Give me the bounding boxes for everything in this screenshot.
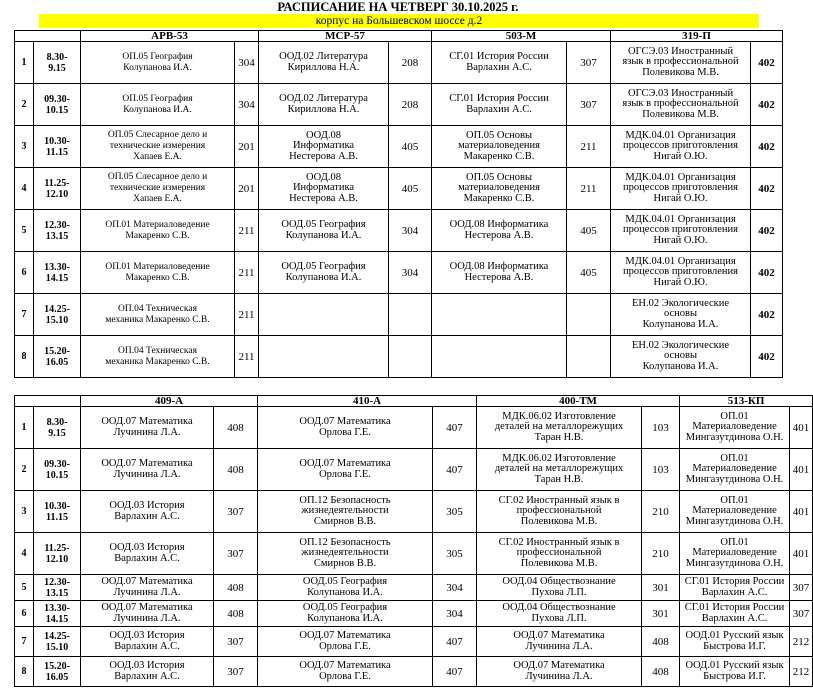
room-cell [567, 294, 611, 336]
subject-text: ОП.05 Слесарное дело и технические измерения Хапаев Е.А. [107, 172, 208, 204]
room-cell: 402 [751, 210, 783, 252]
room-cell: 407 [433, 657, 477, 687]
room-cell: 405 [567, 210, 611, 252]
subject-text: ОП.05 Слесарное дело и технические измерения Хапаев Е.А. [107, 130, 208, 162]
room-cell: 103 [642, 407, 680, 449]
room-cell: 210 [642, 533, 680, 575]
subject-cell [680, 407, 790, 449]
subject-cell [81, 575, 214, 601]
lesson-time [34, 168, 81, 210]
room-cell [389, 294, 432, 336]
subject-text: ОП.01 Материаловедение Мингазутдинова О.Н. [685, 410, 784, 443]
subject-cell [477, 449, 642, 491]
subject-cell [611, 126, 751, 168]
subject-text: ООД.07 Математика Орлова Г.Е. [299, 660, 391, 682]
room-cell: 402 [751, 84, 783, 126]
subject-cell [258, 601, 433, 627]
table-row [15, 42, 783, 84]
subject-cell [432, 210, 567, 252]
table-row [15, 126, 783, 168]
subject-text: ЕН.02 Экологические основы Колупанова И.А. [632, 297, 730, 330]
subject-text: ООД.02 Литература Кириллова Н.А. [279, 51, 368, 73]
table-row [15, 336, 783, 378]
room-cell: 307 [214, 657, 258, 687]
subject-cell [259, 42, 389, 84]
subject-text: СГ.01 История России Варлахин А.С. [449, 93, 549, 115]
group-header: АРВ-53 [81, 31, 259, 42]
room-cell: 305 [433, 533, 477, 575]
table-row [15, 533, 813, 575]
lesson-time [34, 336, 81, 378]
schedule-table-top [14, 30, 783, 378]
group-header-row [15, 31, 783, 42]
lesson-time [34, 126, 81, 168]
subject-cell [81, 168, 235, 210]
room-cell: 307 [567, 84, 611, 126]
room-cell: 402 [751, 168, 783, 210]
subject-cell [680, 657, 790, 687]
subject-text: ОП.01 Материаловедение Мингазутдинова О.Н. [685, 536, 784, 569]
group-header: 319-П [611, 31, 783, 42]
subject-cell [258, 657, 433, 687]
subject-text: ООД.03 История Варлахин А.С. [109, 660, 185, 682]
header-blank [15, 31, 81, 42]
subject-cell [477, 627, 642, 657]
subject-text: ООД.04 Обществознание Пухова Л.П. [502, 602, 616, 624]
room-cell: 408 [642, 657, 680, 687]
subject-cell [680, 491, 790, 533]
lesson-number: 2 [15, 84, 34, 126]
room-cell: 405 [389, 168, 432, 210]
room-cell: 402 [751, 252, 783, 294]
lesson-number: 1 [15, 42, 34, 84]
subject-text: ОП.12 Безопасность жизнедеятельности Смирнов В.В. [299, 536, 391, 569]
lesson-number: 4 [15, 168, 34, 210]
room-cell: 304 [235, 84, 259, 126]
subject-cell [81, 84, 235, 126]
room-cell: 212 [790, 627, 813, 657]
lesson-number: 2 [15, 449, 34, 491]
subject-cell [81, 210, 235, 252]
room-cell: 201 [235, 168, 259, 210]
subject-text: ОП.01 Материаловедение Макаренко С.В. [105, 261, 210, 283]
subject-cell [477, 491, 642, 533]
lesson-time-text: 12.30- 13.15 [44, 576, 70, 599]
room-cell: 408 [642, 627, 680, 657]
schedule-table-bottom [14, 395, 813, 687]
room-cell: 211 [235, 210, 259, 252]
table-row [15, 491, 813, 533]
subject-cell [611, 42, 751, 84]
lesson-time-text: 13.30- 14.15 [44, 261, 70, 284]
subject-cell [432, 294, 567, 336]
subject-cell [81, 42, 235, 84]
subject-text: ООД.07 Математика Лучинина Л.А. [101, 602, 193, 624]
subject-text: ОП.05 Основы материаловедения Макаренко С.В. [458, 129, 540, 162]
subject-cell [477, 575, 642, 601]
lesson-time [34, 294, 81, 336]
room-cell: 401 [790, 533, 813, 575]
subject-text: ООД.03 История Варлахин А.С. [109, 500, 185, 522]
subject-cell [477, 533, 642, 575]
subject-cell [81, 657, 214, 687]
group-header: 400-ТМ [477, 396, 680, 407]
table-row [15, 575, 813, 601]
table-row [15, 210, 783, 252]
room-cell: 307 [214, 627, 258, 657]
subject-cell [432, 252, 567, 294]
subject-text: МДК.04.01 Организация процессов приготовления Нигай О.Ю. [623, 255, 738, 288]
subject-cell [81, 491, 214, 533]
subject-text: МДК.04.01 Организация процессов приготовления Нигай О.Ю. [623, 213, 738, 246]
subject-cell [611, 336, 751, 378]
subject-cell [81, 407, 214, 449]
room-cell: 301 [642, 575, 680, 601]
table-row [15, 657, 813, 687]
subject-text: ООД.05 География Колупанова И.А. [281, 261, 366, 283]
subject-cell [258, 627, 433, 657]
subject-cell [611, 294, 751, 336]
table-row [15, 407, 813, 449]
subject-text: ЕН.02 Экологические основы Колупанова И.А. [632, 339, 730, 372]
lesson-time [34, 657, 81, 687]
lesson-number: 3 [15, 126, 34, 168]
subject-cell [259, 84, 389, 126]
room-cell: 307 [214, 491, 258, 533]
subject-cell [611, 168, 751, 210]
lesson-time-text: 15.20- 16.05 [44, 660, 70, 683]
table-row [15, 601, 813, 627]
subject-text: ООД.01 Русский язык Быстрова И.Г. [685, 630, 784, 652]
lesson-time [34, 575, 81, 601]
subject-text: ОП.04 Техническая механика Макаренко С.В. [105, 345, 210, 367]
room-cell: 402 [751, 42, 783, 84]
lesson-number: 8 [15, 657, 34, 687]
table-row [15, 294, 783, 336]
subject-text: СГ.01 История России Варлахин А.С. [684, 576, 785, 598]
group-header-row [15, 396, 813, 407]
subject-cell [81, 336, 235, 378]
room-cell: 401 [790, 407, 813, 449]
subject-cell [81, 627, 214, 657]
subject-text: ООД.07 Математика Лучинина Л.А. [101, 576, 193, 598]
room-cell: 408 [214, 601, 258, 627]
subject-text: ООД.07 Математика Орлова Г.Е. [299, 630, 391, 652]
subject-text: СГ.02 Иностранный язык в профессиональной Полевикова М.В. [498, 536, 620, 569]
subject-text: ОП.05 География Колупанова И.А. [122, 51, 193, 73]
room-cell: 405 [567, 252, 611, 294]
subject-text: ООД.07 Математика Орлова Г.Е. [299, 416, 391, 438]
room-cell: 210 [642, 491, 680, 533]
subject-cell [81, 601, 214, 627]
room-cell: 307 [214, 533, 258, 575]
lesson-time-text: 11.25- 12.10 [44, 542, 70, 565]
room-cell: 407 [433, 407, 477, 449]
subject-text: МДК.06.02 Изготовление деталей на металлорежущих Таран Н.В. [494, 452, 624, 485]
subject-cell [81, 533, 214, 575]
lesson-time-text: 15.20- 16.05 [44, 345, 70, 368]
subject-text: ОП.01 Материаловедение Макаренко С.В. [105, 219, 210, 241]
lesson-number: 7 [15, 294, 34, 336]
lesson-number: 7 [15, 627, 34, 657]
subject-text: СГ.01 История России Варлахин А.С. [449, 51, 549, 73]
room-cell: 304 [389, 252, 432, 294]
lesson-time-text: 8.30- 9.15 [46, 416, 68, 439]
subject-text: МДК.06.02 Изготовление деталей на металлорежущих Таран Н.В. [494, 410, 624, 443]
table-row [15, 627, 813, 657]
subject-text: ООД.08 Информатика Нестерова А.В. [449, 219, 549, 241]
subject-text: ОГСЭ.03 Иностранный язык в профессиональной Полевикова М.В. [622, 87, 739, 120]
subject-cell [432, 84, 567, 126]
lesson-time [34, 601, 81, 627]
subject-cell [432, 168, 567, 210]
subject-cell [477, 601, 642, 627]
lesson-time [34, 491, 81, 533]
room-cell: 408 [214, 449, 258, 491]
building-subtitle: корпус на Большевском шоссе д.2 [39, 14, 759, 28]
room-cell: 304 [433, 575, 477, 601]
lesson-time-text: 12.30- 13.15 [44, 219, 70, 242]
subject-text: ООД.07 Математика Лучинина Л.А. [513, 660, 605, 682]
subject-text: ООД.01 Русский язык Быстрова И.Г. [685, 660, 784, 682]
lesson-time-text: 10.30- 11.15 [44, 500, 70, 523]
room-cell: 307 [567, 42, 611, 84]
subject-cell [258, 491, 433, 533]
lesson-time-text: 14.25- 15.10 [44, 303, 70, 326]
subject-text: ООД.07 Математика Лучинина Л.А. [101, 458, 193, 480]
subject-cell [81, 294, 235, 336]
room-cell: 408 [214, 407, 258, 449]
subject-cell [259, 252, 389, 294]
subject-cell [259, 294, 389, 336]
subject-text: ОП.05 География Колупанова И.А. [122, 93, 193, 115]
subject-text: ООД.07 Математика Лучинина Л.А. [513, 630, 605, 652]
table-row [15, 168, 783, 210]
lesson-time [34, 42, 81, 84]
room-cell: 208 [389, 42, 432, 84]
subject-text: ОП.01 Материаловедение Мингазутдинова О.Н. [685, 452, 784, 485]
room-cell: 211 [235, 252, 259, 294]
room-cell: 208 [389, 84, 432, 126]
room-cell [567, 336, 611, 378]
subject-cell [680, 627, 790, 657]
room-cell: 401 [790, 449, 813, 491]
page-title: РАСПИСАНИЕ НА ЧЕТВЕРГ 30.10.2025 г. [277, 0, 519, 14]
subject-cell [611, 252, 751, 294]
subject-cell [258, 575, 433, 601]
header-blank [15, 396, 81, 407]
lesson-time [34, 210, 81, 252]
subject-cell [259, 210, 389, 252]
lesson-time-text: 09.30- 10.15 [44, 93, 70, 116]
room-cell: 201 [235, 126, 259, 168]
subject-cell [477, 407, 642, 449]
subject-cell [611, 84, 751, 126]
lesson-time-text: 13.30- 14.15 [44, 602, 70, 625]
subject-cell [680, 533, 790, 575]
room-cell: 304 [389, 210, 432, 252]
group-header: 409-А [81, 396, 258, 407]
lesson-time [34, 84, 81, 126]
subject-cell [81, 449, 214, 491]
subject-text: ОП.01 Материаловедение Мингазутдинова О.Н. [685, 494, 784, 527]
group-header: 513-КП [680, 396, 813, 407]
room-cell: 307 [790, 575, 813, 601]
lesson-number: 5 [15, 575, 34, 601]
subject-text: ООД.08 Информатика Нестерова А.В. [289, 129, 358, 162]
room-cell: 304 [433, 601, 477, 627]
lesson-time [34, 407, 81, 449]
subject-text: ОП.12 Безопасность жизнедеятельности Смирнов В.В. [299, 494, 391, 527]
lesson-time-text: 11.25- 12.10 [44, 177, 70, 200]
subject-cell [258, 449, 433, 491]
subject-text: ООД.05 География Колупанова И.А. [281, 219, 366, 241]
subject-cell [259, 168, 389, 210]
room-cell: 305 [433, 491, 477, 533]
subject-text: ООД.03 История Варлахин А.С. [109, 630, 185, 652]
subject-cell [611, 210, 751, 252]
room-cell: 408 [214, 575, 258, 601]
lesson-number: 5 [15, 210, 34, 252]
lesson-time-text: 10.30- 11.15 [44, 135, 70, 158]
subject-text: СГ.01 История России Варлахин А.С. [684, 602, 785, 624]
room-cell: 407 [433, 627, 477, 657]
group-header: 410-А [258, 396, 477, 407]
subject-cell [259, 336, 389, 378]
subject-text: ООД.08 Информатика Нестерова А.В. [449, 261, 549, 283]
subject-text: ООД.03 История Варлахин А.С. [109, 542, 185, 564]
subject-text: ООД.07 Математика Орлова Г.Е. [299, 458, 391, 480]
subject-cell [259, 126, 389, 168]
subject-text: ООД.05 География Колупанова И.А. [302, 602, 388, 624]
room-cell: 211 [235, 294, 259, 336]
lesson-time-text: 8.30- 9.15 [46, 51, 68, 74]
group-header: МСР-57 [259, 31, 432, 42]
room-cell: 301 [642, 601, 680, 627]
room-cell [389, 336, 432, 378]
lesson-number: 6 [15, 601, 34, 627]
lesson-time-text: 14.25- 15.10 [44, 630, 70, 653]
lesson-number: 4 [15, 533, 34, 575]
subject-text: МДК.04.01 Организация процессов приготовления Нигай О.Ю. [623, 171, 738, 204]
room-cell: 401 [790, 491, 813, 533]
subject-text: ООД.05 География Колупанова И.А. [302, 576, 388, 598]
subject-cell [477, 657, 642, 687]
subject-text: МДК.04.01 Организация процессов приготовления Нигай О.Ю. [623, 129, 738, 162]
subject-cell [432, 336, 567, 378]
lesson-number: 8 [15, 336, 34, 378]
room-cell: 304 [235, 42, 259, 84]
subject-text: ООД.08 Информатика Нестерова А.В. [289, 171, 358, 204]
subject-text: ОП.05 Основы материаловедения Макаренко С.В. [458, 171, 540, 204]
subject-text: СГ.02 Иностранный язык в профессиональной Полевикова М.В. [498, 494, 620, 527]
subject-cell [258, 407, 433, 449]
subject-text: ОП.04 Техническая механика Макаренко С.В. [105, 303, 210, 325]
lesson-time [34, 449, 81, 491]
subject-cell [432, 126, 567, 168]
subject-cell [81, 126, 235, 168]
subject-text: ООД.07 Математика Лучинина Л.А. [101, 416, 193, 438]
room-cell: 407 [433, 449, 477, 491]
lesson-number: 1 [15, 407, 34, 449]
room-cell: 211 [235, 336, 259, 378]
lesson-time [34, 627, 81, 657]
room-cell: 307 [790, 601, 813, 627]
room-cell: 103 [642, 449, 680, 491]
room-cell: 402 [751, 126, 783, 168]
lesson-time [34, 533, 81, 575]
lesson-number: 6 [15, 252, 34, 294]
subject-cell [680, 449, 790, 491]
table-row [15, 449, 813, 491]
room-cell: 402 [751, 336, 783, 378]
room-cell: 405 [389, 126, 432, 168]
subject-cell [432, 42, 567, 84]
room-cell: 212 [790, 657, 813, 687]
subject-cell [680, 601, 790, 627]
subject-cell [81, 252, 235, 294]
subject-text: ООД.02 Литература Кириллова Н.А. [279, 93, 368, 115]
subject-cell [258, 533, 433, 575]
lesson-time [34, 252, 81, 294]
subject-cell [680, 575, 790, 601]
table-row [15, 84, 783, 126]
group-header: 503-М [432, 31, 611, 42]
room-cell: 402 [751, 294, 783, 336]
lesson-number: 3 [15, 491, 34, 533]
subject-text: ОГСЭ.03 Иностранный язык в профессиональной Полевикова М.В. [622, 45, 739, 78]
room-cell: 211 [567, 168, 611, 210]
lesson-time-text: 09.30- 10.15 [44, 458, 70, 481]
subject-text: ООД.04 Обществознание Пухова Л.П. [502, 576, 616, 598]
room-cell: 211 [567, 126, 611, 168]
table-row [15, 252, 783, 294]
